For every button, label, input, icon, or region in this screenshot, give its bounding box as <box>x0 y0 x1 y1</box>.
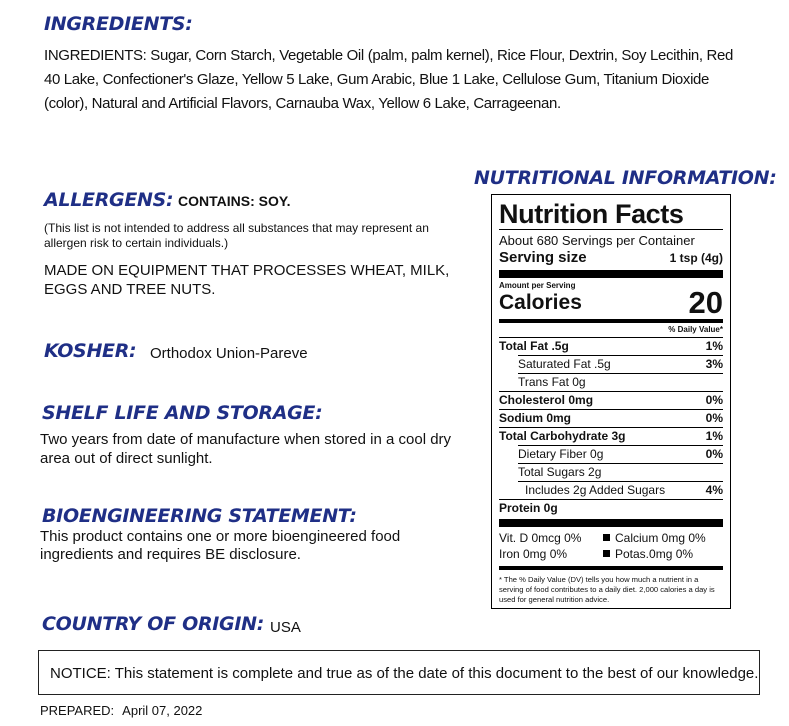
ingredients-heading: INGREDIENTS: <box>44 13 193 35</box>
nutrient-dv: 0% <box>705 393 723 407</box>
bullet-icon <box>603 550 610 557</box>
nutrient-label: Sodium 0mg <box>499 411 572 425</box>
ingredients-text: INGREDIENTS: Sugar, Corn Starch, Vegetable Oil (palm, palm kernel), Rice Flour, Dextrin, Soy Lecithin, Red 40 Lake, Confectioner's Glaze, Yellow 5 Lake, Gum Arabic, Blue 1 Lake, Cellulose Gum, Titanium Dioxide (color), Natural and Artificial Flavors, Carnauba Wax, Yellow 6 Lake, Carrageenan. <box>44 47 734 112</box>
nutrient-dv: 1% <box>705 339 723 353</box>
nutrient-label: Trans Fat 0g <box>518 375 586 389</box>
nutrient-label: Total Carbohydrate 3g <box>499 429 626 443</box>
allergens-note: (This list is not intended to address all substances that may represent an allergen risk to certain individuals.) <box>44 221 429 250</box>
notice-box <box>38 650 760 695</box>
nutrient-dv: 4% <box>705 483 723 497</box>
nutrient-label: Total Fat .5g <box>499 339 569 353</box>
nutrient-label: Saturated Fat .5g <box>518 357 611 371</box>
serving-size-row <box>499 249 723 267</box>
prepared-line <box>40 703 202 718</box>
potassium: Potas.0mg 0% <box>615 547 694 561</box>
nutrient-dv: 0% <box>705 411 723 425</box>
calcium: Calcium 0mg 0% <box>615 531 706 545</box>
iron: Iron 0mg 0% <box>499 547 568 561</box>
kosher-value: Orthodox Union-Pareve <box>150 345 308 362</box>
calories-value: 20 <box>688 285 723 320</box>
nutrient-row-added-sugars <box>499 482 723 499</box>
allergens-equipment: MADE ON EQUIPMENT THAT PROCESSES WHEAT, MILK, EGGS AND TREE NUTS. <box>44 262 450 298</box>
nutrition-facts-panel <box>491 194 731 609</box>
serving-size-label: Serving size <box>499 249 587 266</box>
nutrient-label: Total Sugars 2g <box>518 465 602 479</box>
bioengineering-text: This product contains one or more bioengineered food ingredients and requires BE disclosure. <box>40 528 401 563</box>
allergens-heading: ALLERGENS: <box>44 189 174 211</box>
calcium-cell <box>603 530 706 546</box>
notice-text: NOTICE: This statement is complete and true as of the date of this document to the best of our knowledge. <box>50 665 759 682</box>
nutrient-label: Dietary Fiber 0g <box>518 447 604 461</box>
bullet-icon <box>603 534 610 541</box>
amount-per-serving: Amount per Serving <box>499 281 576 290</box>
nutrient-row-sodium <box>499 410 723 427</box>
nutrient-label: Cholesterol 0mg <box>499 393 594 407</box>
calories-label: Calories <box>499 291 582 314</box>
micronutrient-row <box>499 530 723 546</box>
country-of-origin-value: USA <box>270 619 301 636</box>
shelf-life-heading: SHELF LIFE AND STORAGE: <box>42 402 323 424</box>
allergens-contains: CONTAINS: SOY. <box>178 193 291 209</box>
nutrient-row-trans-fat <box>499 374 723 391</box>
nutrient-row-saturated-fat <box>499 356 723 373</box>
potassium-cell <box>603 546 693 562</box>
nutrient-row-protein <box>499 500 723 517</box>
prepared-date: April 07, 2022 <box>122 703 203 718</box>
servings-per-container: About 680 Servings per Container <box>499 233 695 248</box>
vitamin-d: Vit. D 0mcg 0% <box>499 531 582 545</box>
nutrient-row-total-carbohydrate <box>499 428 723 445</box>
nutrient-dv: 3% <box>705 357 723 371</box>
bioengineering-heading: BIOENGINEERING STATEMENT: <box>42 505 357 527</box>
kosher-heading: KOSHER: <box>44 340 137 362</box>
daily-value-footnote: * The % Daily Value (DV) tells you how much a nutrient in a serving of food contributes to a daily diet. 2,000 calories a day is used for general nutrition advice. <box>499 575 715 604</box>
nutritional-information-heading: NUTRITIONAL INFORMATION: <box>474 167 777 189</box>
nutrition-facts-title: Nutrition Facts <box>499 199 684 229</box>
nutrient-dv: 1% <box>705 429 723 443</box>
nutrient-row-total-sugars <box>499 464 723 481</box>
prepared-label: PREPARED: <box>40 703 115 718</box>
micronutrient-row <box>499 546 723 562</box>
nutrient-row-dietary-fiber <box>499 446 723 463</box>
nutrient-label: Includes 2g Added Sugars <box>525 483 666 497</box>
nutrient-row-total-fat <box>499 338 723 355</box>
serving-size-value: 1 tsp (4g) <box>669 251 723 265</box>
nutrient-row-cholesterol <box>499 392 723 409</box>
nutrient-dv: 0% <box>705 447 723 461</box>
shelf-life-text: Two years from date of manufacture when stored in a cool dry area out of direct sunlight. <box>40 431 452 467</box>
country-of-origin-heading: COUNTRY OF ORIGIN: <box>42 613 265 635</box>
nutrient-label: Protein 0g <box>499 501 558 515</box>
daily-value-header: % Daily Value* <box>668 325 723 334</box>
